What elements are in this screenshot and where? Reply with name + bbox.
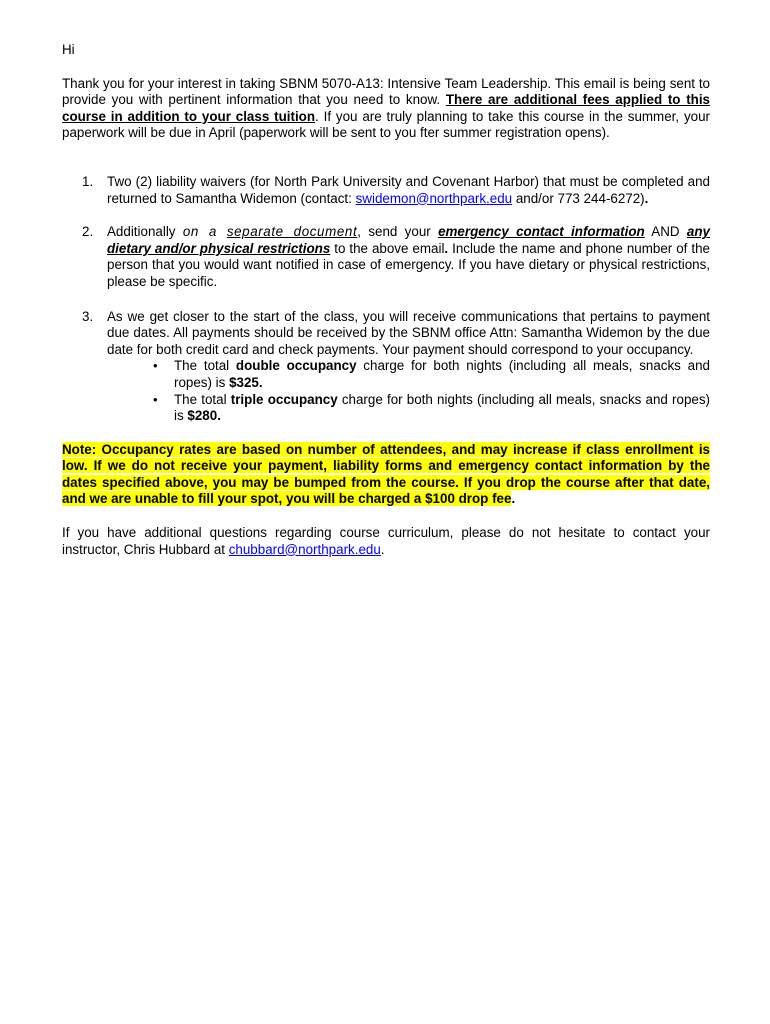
waivers-text-2: and/or 773 244-6272) — [512, 190, 645, 206]
double-prefix: The total — [174, 358, 236, 374]
triple-description: charge for both nights (including all meals, snacks and ropes) is — [174, 391, 711, 424]
closing-period: . — [380, 541, 385, 557]
double-occupancy-label: double occupancy — [235, 358, 357, 374]
requirements-list — [62, 174, 710, 425]
swidemon-email-link[interactable]: swidemon@northpark.edu — [355, 190, 513, 206]
triple-occupancy-label: triple occupancy — [230, 391, 338, 407]
bullet-icon: • — [153, 358, 158, 374]
emergency-text-1: Additionally — [107, 224, 183, 240]
note-period: . — [511, 491, 516, 507]
double-occupancy-price: $325. — [229, 374, 263, 390]
list-item-payment — [62, 309, 710, 425]
on-a-text: on a — [182, 224, 227, 240]
emergency-text-3: to the above email — [330, 240, 445, 256]
list-item-emergency-contact — [62, 224, 710, 290]
greeting: Hi — [62, 42, 75, 57]
occupancy-list — [107, 358, 710, 424]
email-document — [62, 42, 710, 558]
payment-text: As we get closer to the start of the class, you will receive communications that pertains to payment due dates. All payments should be received by the SBNM office Attn: Samantha Widemon by the due date for both credit card and check payments. Your payment should correspond to your occupancy. — [107, 308, 710, 357]
emergency-text-2: , send your — [357, 224, 439, 240]
intro-text-2: . If you are truly planning to take this course in the summer, your paperwork will be due in April (paperwork will be sent to you fter summer registration opens). — [62, 108, 710, 141]
and-text: AND — [644, 224, 687, 240]
emergency-text-4: Include the name and phone number of the person that you would want notified in case of emergency. If you have dietary or physical restrictions, please be specific. — [107, 240, 710, 289]
closing-text: If you have additional questions regarding course curriculum, please do not hesitate to contact your instructor, Chris Hubbard at — [62, 525, 710, 557]
restrictions-text: any dietary and/or physical restrictions — [107, 224, 710, 256]
waivers-period: . — [644, 190, 649, 206]
triple-occupancy-price: $280. — [187, 408, 221, 424]
fees-notice: There are additional fees applied to this course in addition to your class tuition — [62, 92, 710, 124]
separate-document-text: separate document — [226, 224, 358, 240]
chubbard-email-link[interactable]: chubbard@northpark.edu — [228, 541, 381, 557]
intro-paragraph — [62, 76, 710, 142]
emergency-contact-info-text: emergency contact information — [438, 224, 645, 240]
emergency-period: . — [444, 240, 449, 256]
double-occupancy-item — [107, 358, 710, 391]
waivers-text-1: Two (2) liability waivers (for North Park University and Covenant Harbor) that must be completed and returned to Samantha Widemon (contact: — [107, 173, 710, 206]
list-number: 2. — [82, 224, 94, 240]
closing-paragraph — [62, 525, 710, 558]
list-item-waivers — [62, 174, 710, 207]
intro-text-1: Thank you for your interest in taking SBNM 5070-A13: Intensive Team Leadership. This email is being sent to provide you with pertinent information that you need to know. — [62, 75, 710, 108]
list-number: 3. — [82, 308, 94, 324]
triple-prefix: The total — [174, 391, 231, 407]
list-number: 1. — [82, 173, 94, 189]
occupancy-note — [62, 442, 710, 508]
bullet-icon: • — [153, 391, 158, 407]
note-highlighted-text: Note: Occupancy rates are based on number of attendees, and may increase if class enrollment is low. If we do not receive your payment, liability forms and emergency contact information by the dates specified above, you may be bumped from the course. If you drop the course after that date, and we are unable to fill your spot, you will be charged a $100 drop fee — [62, 441, 710, 507]
triple-occupancy-item — [107, 392, 710, 425]
double-description: charge for both nights (including all meals, snacks and ropes) is — [174, 358, 710, 390]
